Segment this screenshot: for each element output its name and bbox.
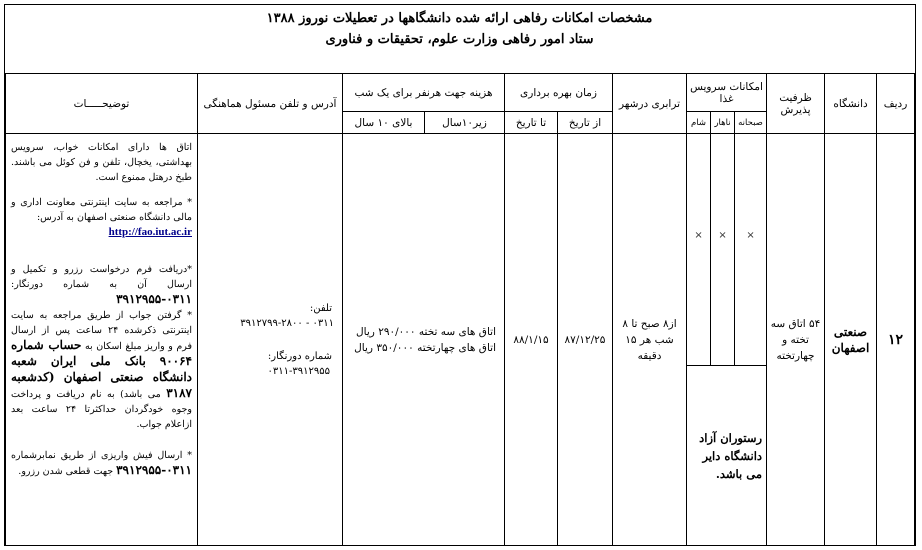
university-name: صنعتی اصفهان — [825, 134, 877, 546]
note-form: *دریافت فرم درخواست رزرو و تکمیل و ارسال آن به شماره دورنگار: ۰۳۱۱-۳۹۱۲۹۵۵ — [11, 264, 192, 306]
header-lunch: ناهار — [711, 112, 735, 134]
header-notes: توضیحـــــات — [6, 74, 198, 134]
fax-value: ۰۳۱۱-۳۹۱۲۹۵۵ — [267, 365, 330, 377]
dinner-mark: × — [687, 134, 711, 366]
to-date-value: ۸۸/۱/۱۵ — [505, 134, 558, 546]
cost-value — [343, 134, 505, 546]
fax-label: شماره دورنگار: — [267, 350, 332, 362]
header-usage-period: زمان بهره برداری — [505, 74, 613, 112]
page-subtitle: ستاد امور رفاهی وزارت علوم، تحقیقات و فناوری — [325, 32, 594, 47]
header-capacity: ظرفیت پذیرش — [767, 74, 825, 134]
note-rooms: اتاق ها دارای امکانات خواب، سرویس بهداشتی، یخچال، تلفن و فن کوئل می باشند. طبخ درهتل ممنوع است. — [11, 142, 192, 183]
header-over10: بالای ۱۰ سال — [343, 112, 425, 134]
header-transport: ترابری درشهر — [613, 74, 687, 134]
note-receipt: * ارسال فیش واریزی از طریق نمابرشماره ۰۳۱۱-۳۹۱۲۹۵۵ جهت قطعی شدن رزرو. — [11, 450, 192, 477]
header-breakfast: صبحانه — [735, 112, 767, 134]
notes-cell — [6, 134, 198, 546]
header-cost: هزینه جهت هرنفر برای یک شب — [343, 74, 505, 112]
phone-label: تلفن: — [309, 302, 332, 314]
cost-four-bed: اتاق های چهارتخته ۳۵۰/۰۰۰ ریال — [354, 341, 496, 354]
facilities-table — [5, 73, 915, 546]
note-response: * گرفتن جواب از طریق مراجعه به سایت اینترنتی ذکرشده ۲۴ ساعت پس از ارسال فرم و واریز مبلغ اسکان به حساب شماره ۹۰۰۶۴ بانک ملی ایران شعبه دانشگاه صنعتی اصفهان (کدشعبه ۳۱۸۷ می باشد) به نام دریافت و پرداخت وجوه خودگردان حداکثرتا ۲۴ ساعت بعد ازاعلام جواب. — [11, 310, 193, 430]
capacity-value: ۵۴ اتاق سه تخته و چهارتخته — [767, 134, 825, 546]
title-box — [5, 5, 914, 74]
header-dinner: شام — [687, 112, 711, 134]
transport-value: از۸ صبح تا ۸ شب هر ۱۵ دقیقه — [613, 134, 687, 546]
lunch-mark: × — [711, 134, 735, 366]
header-university: دانشگاه — [825, 74, 877, 134]
page-title: مشخصات امکانات رفاهی ارائه شده دانشگاهها در تعطیلات نوروز ۱۳۸۸ — [266, 11, 653, 26]
note-website: * مراجعه به سایت اینترنتی معاونت اداری و مالی دانشگاه صنعتی اصفهان به آدرس: http://fao.iut.ac.ir — [11, 197, 192, 238]
receipt-fax-bold: ۰۳۱۱-۳۹۱۲۹۵۵ — [116, 463, 192, 477]
header-under10: زیر۱۰سال — [425, 112, 505, 134]
cost-three-bed: اتاق های سه تخته ۲۹۰/۰۰۰ ریال — [356, 325, 496, 338]
fax-number-bold: ۰۳۱۱-۳۹۱۲۹۵۵ — [116, 292, 192, 306]
from-date-value: ۸۷/۱۲/۲۵ — [558, 134, 613, 546]
breakfast-mark: × — [735, 134, 767, 366]
header-food-services: امکانات سرویس غذا — [687, 74, 767, 112]
website-link[interactable]: http://fao.iut.ac.ir — [108, 226, 192, 238]
restaurant-note: رستوران آزاد دانشگاه دایر می باشد. — [687, 366, 767, 546]
header-row-number: ردیف — [877, 74, 915, 134]
phone-value: ۰۳۱۱ - ۳۹۱۲۷۹۹-۲۸۰۰ — [240, 317, 334, 329]
row-number: ۱۲ — [877, 134, 915, 546]
header-from-date: از تاریخ — [558, 112, 613, 134]
bank-account-bold: حساب شماره ۹۰۰۶۴ بانک ملی ایران شعبه دانشگاه صنعتی اصفهان (کدشعبه ۳۱۸۷ — [11, 338, 192, 400]
header-contact: آدرس و تلفن مسئول هماهنگی — [198, 74, 343, 134]
header-to-date: تا تاریخ — [505, 112, 558, 134]
document-page — [4, 4, 916, 546]
contact-info — [198, 134, 343, 546]
